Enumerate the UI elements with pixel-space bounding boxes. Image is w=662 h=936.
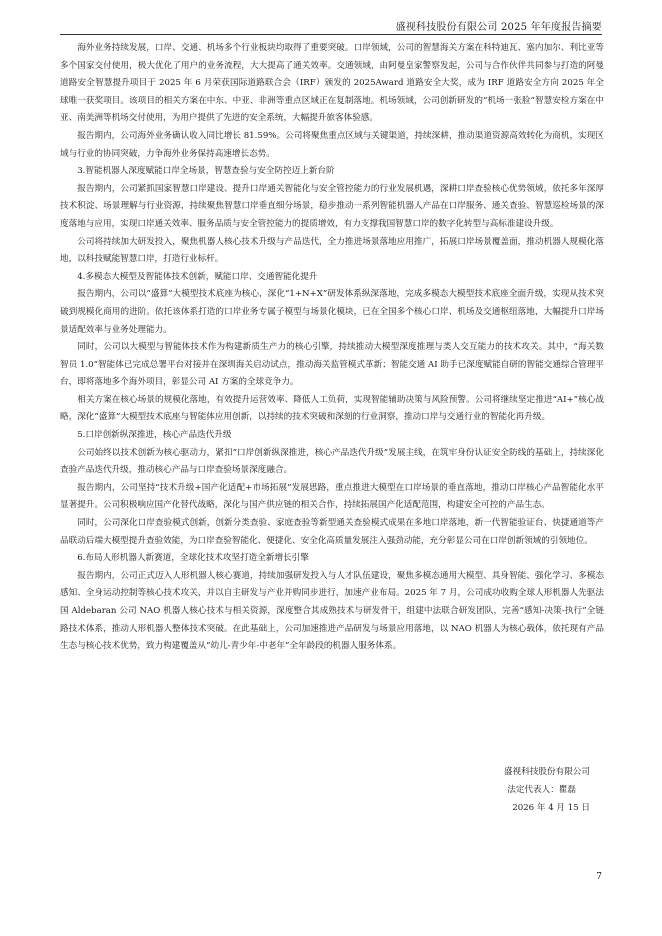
page-header-title: 盛视科技股份有限公司 2025 年年度报告摘要 bbox=[395, 22, 602, 33]
header-divider bbox=[60, 34, 602, 35]
section-heading: 5.口岸创新纵深推进，核心产品迭代升级 bbox=[77, 430, 232, 441]
document-body bbox=[60, 40, 604, 656]
paragraph: 报告期内，公司以“盛算”大模型技术底座为核心，深化“1+N+X”研发体系纵深落地，完成多模态大模型技术底座全面升级，实现从技术突破到规模化商用的进阶。依托该体系打造的口岸业务专属子模型与场景化模块，已在全国多个核心口岸、机场及交通枢纽落地，大幅提升口岸场景适配效率与业务处理能力。 bbox=[60, 289, 604, 335]
section-heading: 3.智能机器人深度赋能口岸全场景，智慧查验与安全防控迈上新台阶 bbox=[77, 166, 335, 177]
paragraph: 同时，公司以大模型与智能体技术作为构建新质生产力的核心引擎，持续推动大模型深度推理与类人交互能力的技术攻关。其中，“海关数智员 1.0”智能体已完成总署平台对接并在深圳海关启动试点，推动海关监管模式革新；智能交通 AI 助手已深度赋能自研的智能交通综合管理平台，即将落地多个海外项目，彰显公司 AI 方案的全球竞争力。 bbox=[60, 342, 604, 388]
signature-company: 盛视科技股份有限公司 bbox=[504, 767, 590, 777]
signature-representative: 法定代表人：瞿磊 bbox=[507, 785, 576, 795]
paragraph: 相关方案在核心场景的规模化落地，有效提升运营效率、降低人工负荷，实现智能辅助决策与风险预警。公司将继续坚定推进“AI+”核心战略，深化“盛算”大模型技术底座与智能体应用创新，以持续的技术突破和深刻的行业洞察，推动口岸与交通行业的智能化再升级。 bbox=[60, 394, 604, 423]
section-heading: 4.多模态大模型及智能体技术创新，赋能口岸、交通智能化提升 bbox=[77, 271, 318, 282]
paragraph: 报告期内，公司海外业务确认收入同比增长 81.59%。公司将聚焦重点区域与关键渠道，持续深耕，推动渠道资源高效转化为商机，实现区域与行业的协同突破，力争海外业务保持高速增长态势。 bbox=[60, 130, 604, 159]
section-heading: 6.布局人形机器人新赛道，全球化技术攻坚打造全新增长引擎 bbox=[77, 553, 309, 564]
page-number: 7 bbox=[596, 872, 602, 882]
paragraph: 报告期内，公司正式迈入人形机器人核心赛道，持续加强研发投入与人才队伍建设，聚焦多模态通用大模型、具身智能、强化学习、多模态感知、全身运动控制等核心技术攻关，并以自主研发与产业并购同步进行，加速产业布局。2025 年 7 月，公司成功收购全球人形机器人先驱法国 Aldebaran 公司 NAO 机器人核心技术与相关资源，深度整合其成熟技术与研发骨干，组建中法联合研发团队，完善“感知-决策-执行”全链路技术体系，推动人形机器人整体技术突破。在此基础上，公司加速推进产品研发与场景应用落地，以 NAO 机器人为核心载体，依托现有产品生态与核心技术优势，致力构建覆盖从“幼儿-青少年-中老年”全年龄段的机器人服务体系。 bbox=[60, 570, 604, 652]
paragraph: 报告期内，公司紧抓国家智慧口岸建设、提升口岸通关智能化与安全管控能力的行业发展机遇，深耕口岸查验核心优势领域，依托多年深厚技术积淀、场景理解与行业资源，持续聚焦智慧口岸垂直细分场景，稳步推动一系列智能机器人产品在口岸服务、通关查验、智慧巡检场景的深度落地与应用，实现口岸通关效率、服务品质与安全管控能力的提质增效，有力支撑我国智慧口岸的数字化转型与高标准建设升级。 bbox=[60, 183, 604, 229]
paragraph: 公司将持续加大研发投入，聚焦机器人核心技术升级与产品迭代，全力推进场景落地应用推广，拓展口岸场景覆盖面，推动机器人规模化落地，以科技赋能智慧口岸，打造行业标杆。 bbox=[60, 236, 604, 265]
signature-date: 2026 年 4 月 15 日 bbox=[512, 803, 590, 813]
paragraph: 报告期内，公司坚持“技术升级+国产化适配+市场拓展”发展思路，重点推进大模型在口岸场景的垂直落地，推动口岸核心产品智能化水平显著提升。公司积极响应国产化替代战略，深化与国产供应链的相关合作，持续拓展国产化适配范围，构建安全可控的产品生态。 bbox=[60, 482, 604, 511]
paragraph: 公司始终以技术创新为核心驱动力，紧扣“口岸创新纵深推进，核心产品迭代升级”发展主线，在筑牢身份认证安全防线的基础上，持续深化查验产品迭代升级，推动核心产品与口岸查验场景深度融合。 bbox=[60, 447, 604, 476]
paragraph: 同时，公司深化口岸查验模式创新，创新分类查验、家庭查验等新型通关查验模式成果在多地口岸落地，新一代智能验证台、快捷通道等产品联动后端大模型提升查验效能，为口岸查验智能化、便捷化、安全化高质量发展注入强劲动能，充分彰显公司在口岸创新领域的引领地位。 bbox=[60, 518, 604, 546]
paragraph: 海外业务持续发展，口岸、交通、机场多个行业板块均取得了重要突破。口岸领域，公司的智慧海关方案在科特迪瓦、塞内加尔、利比亚等多个国家交付使用，极大优化了用户的业务流程，大大提高了通关效率。交通领域，由阿曼皇家警察发起，公司与合作伙伴共同参与打造的阿曼道路安全智慧提升项目于 2025 年 6 月荣获国际道路联合会（IRF）颁发的 2025Award 道路安全大奖，成为 IRF 道路安全方向 2025 年全球唯一获奖项目。该项目的相关方案在中东、中亚、非洲等重点区域正在复制落地。机场领域，公司创新研发的“机场一张脸”智慧安检方案在中亚、南美洲等机场交付使用，为用户提供了先进的安全系统，大幅提升旅客体验感。 bbox=[60, 43, 604, 124]
